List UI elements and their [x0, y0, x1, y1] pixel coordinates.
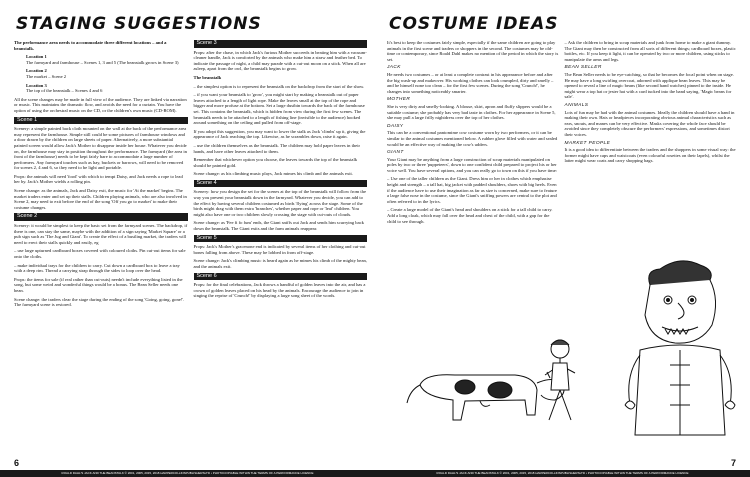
left-page-number: 6	[14, 458, 20, 468]
scene-4-heading: Scene 4	[194, 180, 368, 188]
jack-illustration	[535, 335, 585, 430]
bean-seller-subheading: BEAN SELLER	[564, 65, 602, 71]
location-list: Location 1 The farmyard and farmhouse – Scenes 1, 3 and 5 (The beanstalk grows in Scene 3) Location 2 The market – Scene 2 Location 3 The top of the beanstalk – Scenes 4 and 6	[26, 54, 179, 94]
animals-text: Lots of fun may be had with the animal costumes. Ideally the children should have a hand in making their own. Hats or headpieces incorporating obvious animal characteristics such as ears, snouts, and manes can be very effective. Masks covering the whole face should be avoided since they completely obscure the performers' expressions, and sometimes distort their voices.	[564, 109, 735, 137]
scene-3-props: Props: after the chase, in which Jack's furious Mother succeeds in beating him with a vacuum-cleaner handle, Jack is comforted by the animals who make him a straw and feather bed. To indicate the passage of night, a child may parade with a cut-out moon on a stick. When all are asleep, apart from the owl, the beanstalk begins to grow.	[193, 49, 367, 72]
giant-text: Your Giant may be anything from a large construction of scrap materials manipulated on poles by two or three 'puppeteers', down to one confident child prepared to project his or her voice well. You have several options, and you can really go to town on this if you have time:	[387, 156, 558, 173]
beanstalk-reminder: Remember that whichever option you choose, the leaves towards the top of the beanstalk should be painted gold.	[193, 157, 358, 168]
beanstalk-option-2-note: If you adopt this suggestion, you may want to lower the stalk as Jack 'climbs' up it, giving the appearance of Jack reaching the top. Likewise, as he scrambles down, raise it again.	[193, 128, 366, 140]
giant-subheading: GIANT	[387, 150, 404, 156]
scene-3-heading: Scene 3	[194, 40, 368, 48]
jack-text: He needs two costumes – or at least a complete contrast in his appearance before and after the big wash-up and makeover. His working clothes can look crumpled, dirty and smelly – and he himself none too clean – for the first few scenes. During the song 'Crunch!', he changes into something noticeably smarter.	[387, 71, 554, 94]
scene-1-props: Props: the animals will need 'food' with which to tempt Daisy, and Jack needs a rope to lead her by. Jack's Mother wields a rolling pin.	[14, 173, 183, 185]
right-page-title: COSTUME IDEAS	[389, 14, 559, 34]
scene-1-scenery: Scenery: a simple painted back cloth mounted on the wall at the back of the performance area may represent the farmhouse. Simple still could be some pictures of farmhouse windows and a door drawn by the children on large sheets of paper. Alternatively, a more substantial painted screen would allow Jack's Mother to disappear inside her house. Whatever you decide on, the farmhouse may stay in position throughout the performance. The farmyard (the area in front of the farmhouse) needs to be kept fairly bare to accommodate a large number of performers. Any farmyard touches such as hay, buckets or barrows, will need to be removed for scenes 2, 4 and 6, so they need to be light and portable.	[14, 126, 187, 171]
market-people-subheading: MARKET PEOPLE	[564, 140, 611, 146]
giant-illustration	[620, 255, 738, 455]
daisy-subheading: DAISY	[387, 123, 404, 129]
bean-seller-text: The Bean Seller needs to be eye-catching, so that he becomes the focal point when on stage. He may have a long swirling overcoat, adorned with applique bean leaves. This may be opened to reveal a line of magic beans (like second hand watches) pinned to the inside. He might wear a top hat or jester hat with a card tucked into the band saying, 'Magic beans for sale'.	[564, 71, 734, 100]
intro-text: The performance area needs to accommodate three different locations – and a beanstalk.	[14, 40, 167, 51]
giant-option-2: – Create a large model of the Giant's head and shoulders on a stick for a tall child to carry. Add a long cloak, which may fall over the head and chest of the child, with a gap for the child to see through.	[387, 207, 553, 224]
giant-option-1: – Use one of the taller children as the Giant. Dress him or her in clothes which emphasise height and strength – a tall hat, big jacket with padded shoulders, shoes with big heels. Even if the audience have to use their imagination as far as size is concerned, make sure to feature a large false nose in the costume, since the Giant's sniffing powers are central to the plot and often referred to in the lyrics.	[387, 176, 557, 204]
mother-subheading: MOTHER	[387, 97, 411, 103]
left-column-2	[194, 40, 368, 311]
right-column-2	[565, 40, 737, 227]
left-footer: ROALD DAHL'S JACK AND THE BEANSTALK © 2001, 2005, 2015, 2018 HARPERCOLLINSPUBLISHERSLTD • PHOTOCOPIABLE WITHIN THE TERMS OF A PERFORMANCE LICENCE	[0, 470, 375, 477]
scene-4-change: Scene change: as 'Fee fi fo fum' ends, the Giant sniffs out Jack and sends him scurrying back down the beanstalk. The Giant exits and the farm animals reappear.	[193, 220, 364, 232]
scene-6-props: Props: for the final celebrations, Jack throws a handful of golden leaves into the air, and has a crown of golden leaves placed on his head by the animals. Encourage the audience to join in singing the reprise of 'Crunch!' by displaying a large song sheet of the words.	[193, 282, 366, 299]
scene-2-scenery: Scenery: it would be simplest to keep the basic set from the farmyard scenes. The backdrop, if there is one, can stay the same, maybe with the addition of a sign saying 'Market Square' or a pub sign such as 'The Jug and Giant'. To create the effect of a bustling market, the traders will need to erect their stalls quickly and easily, eg	[14, 223, 188, 245]
scene-5-props: Props: Jack's Mother's gracenone end is indicated by several items of her clothing and cut-out bones falling from above. These may be lobbed in from off-stage.	[193, 244, 366, 255]
left-page-title: STAGING SUGGESTIONS	[16, 14, 262, 34]
giant-option-3: – Ask the children to bring in scrap materials and junk from home to make a giant dummy. The Giant may then be constructed from all sorts of different things; cardboard boxes, plastic bottles, etc. If you keep it light, it can be operated by two or more children, using sticks to manipulate the arms and legs.	[564, 40, 736, 62]
intro-text-2: All the scene changes may be made in full view of the audience. They are linked via narration or music. This maintains the dramatic flow, and avoids the need for a curtain. You have the option of using the orchestral music on the CD, or the children's own music (CD-ROM).	[14, 96, 187, 113]
beanstalk-subheading: The beanstalk	[193, 74, 222, 80]
jack-subheading: JACK	[387, 65, 401, 71]
animals-subheading: ANIMALS	[564, 102, 589, 108]
right-footer: ROALD DAHL'S JACK AND THE BEANSTALK © 2001, 2005, 2015, 2018 HARPERCOLLINSPUBLISHERSLTD • PHOTOCOPIABLE WITHIN THE TERMS OF A PERFORMANCE LICENCE	[375, 470, 750, 477]
scene-4-scenery: Scenery: how you design the set for the scenes at the top of the beanstalk will follow from the way you present your beanstalk down in the farmyard. Whatever you decide, you can add to the effect by having several children costumed as birds 'flying' across the stage. Some of the birds might drag with them extra 'branches', whether paper and rope or 'leaf' children. You might also have one or two children slowly crossing the stage with cut-outs of clouds.	[193, 189, 366, 217]
right-page	[375, 0, 750, 477]
costume-intro: It's best to keep the costumes fairly simple, especially if the same children are going to play animals in the first scene and traders or shoppers in the second. The costumes may be old-time or contemporary, since Roald Dahl makes no mention of the period in which the story is set.	[387, 40, 559, 62]
market-people-text: It is a good idea to differentiate between the traders and the shoppers in some visual way: the former might have caps and waistcoats (even colourful rosettes on their lapels), whilst the latter might wear coats and carry shopping bags.	[564, 147, 736, 164]
beanstalk-option-2: – if you want your beanstalk to 'grow', you might start by making a beanstalk out of paper leaves attached to a length of light rope. Make the leaves small at the top of the rope and bigger and more profuse at the bottom. Set a large dustbin towards the back of the farmhouse set. This contains the beanstalk, which is hidden from view during the first few scenes. The beanstalk needs to be attached to a length of fishing line (invisible to the audience) hooked around something on the ceiling and pulled from off-stage.	[193, 92, 365, 126]
daisy-text: This can be a conventional pantomime cow costume worn by two performers, or it can be similar to the animal costumes mentioned below. A rubber glove filled with water and sealed would be an effective way of making the cow's udders.	[387, 130, 558, 147]
right-page-number: 7	[730, 458, 736, 468]
mother-text: She is very dirty and smelly-looking. A blouse, skirt, apron and fluffy slippers would be a suitable costume; she probably has very bad taste in clothes. For her appearance in Scene 5, she may pull a large frilly nightdress over the top of her clothes.	[387, 103, 556, 121]
scene-2-heading: Scene 2	[14, 213, 188, 221]
beanstalk-option-3: – use the children themselves as the beanstalk. The children may hold paper leaves in their hands, and have other leaves attached to them.	[193, 142, 361, 154]
scene-2-change: Scene change: the traders clear the stage during the ending of the song 'Going, going, gone!'. The farmyard scene is restored.	[14, 296, 185, 308]
scene-1-change: Scene change: as the animals, Jack and Daisy exit, the music for 'At the market' begins. The market traders enter and set up their stalls. Children playing animals, who are also involved in Scene 2, may need to exit before the end of the song 'Off you go to market' to make their costume changes.	[14, 188, 187, 210]
scene-3-change: Scene change: as his climbing music plays, Jack mimes his climb and the animals exit.	[193, 171, 353, 177]
beanstalk-option-1: – the simplest option is to represent the beanstalk on the backdrop from the start of the show.	[193, 83, 365, 89]
left-column-1	[14, 40, 188, 311]
scene-1-heading: Scene 1	[14, 117, 188, 125]
scene-6-heading: Scene 6	[194, 273, 368, 281]
right-column-1	[387, 40, 559, 227]
scene-5-heading: Scene 5	[194, 235, 368, 243]
scene-2-bullet-1: – use large upturned cardboard boxes covered with coloured cloths. Pin cut-out items for sale onto the cloths.	[14, 248, 186, 259]
scene-5-change: Scene change: Jack's climbing music is heard again as he mimes his climb of the mighty bean, and the animals exit.	[193, 258, 367, 269]
scene-2-props: Props: the items for sale (if real rather than cut-outs) needn't include everything listed in the song, but some weird and wonderful things would be a bonus. The Bean Seller needs one bean.	[14, 276, 183, 293]
scene-2-bullet-2: – make individual trays for the children to carry. Cut down a cardboard box to leave a tray with a deep rim. Thread a carrying strap through the sides to loop over the head.	[14, 262, 180, 274]
